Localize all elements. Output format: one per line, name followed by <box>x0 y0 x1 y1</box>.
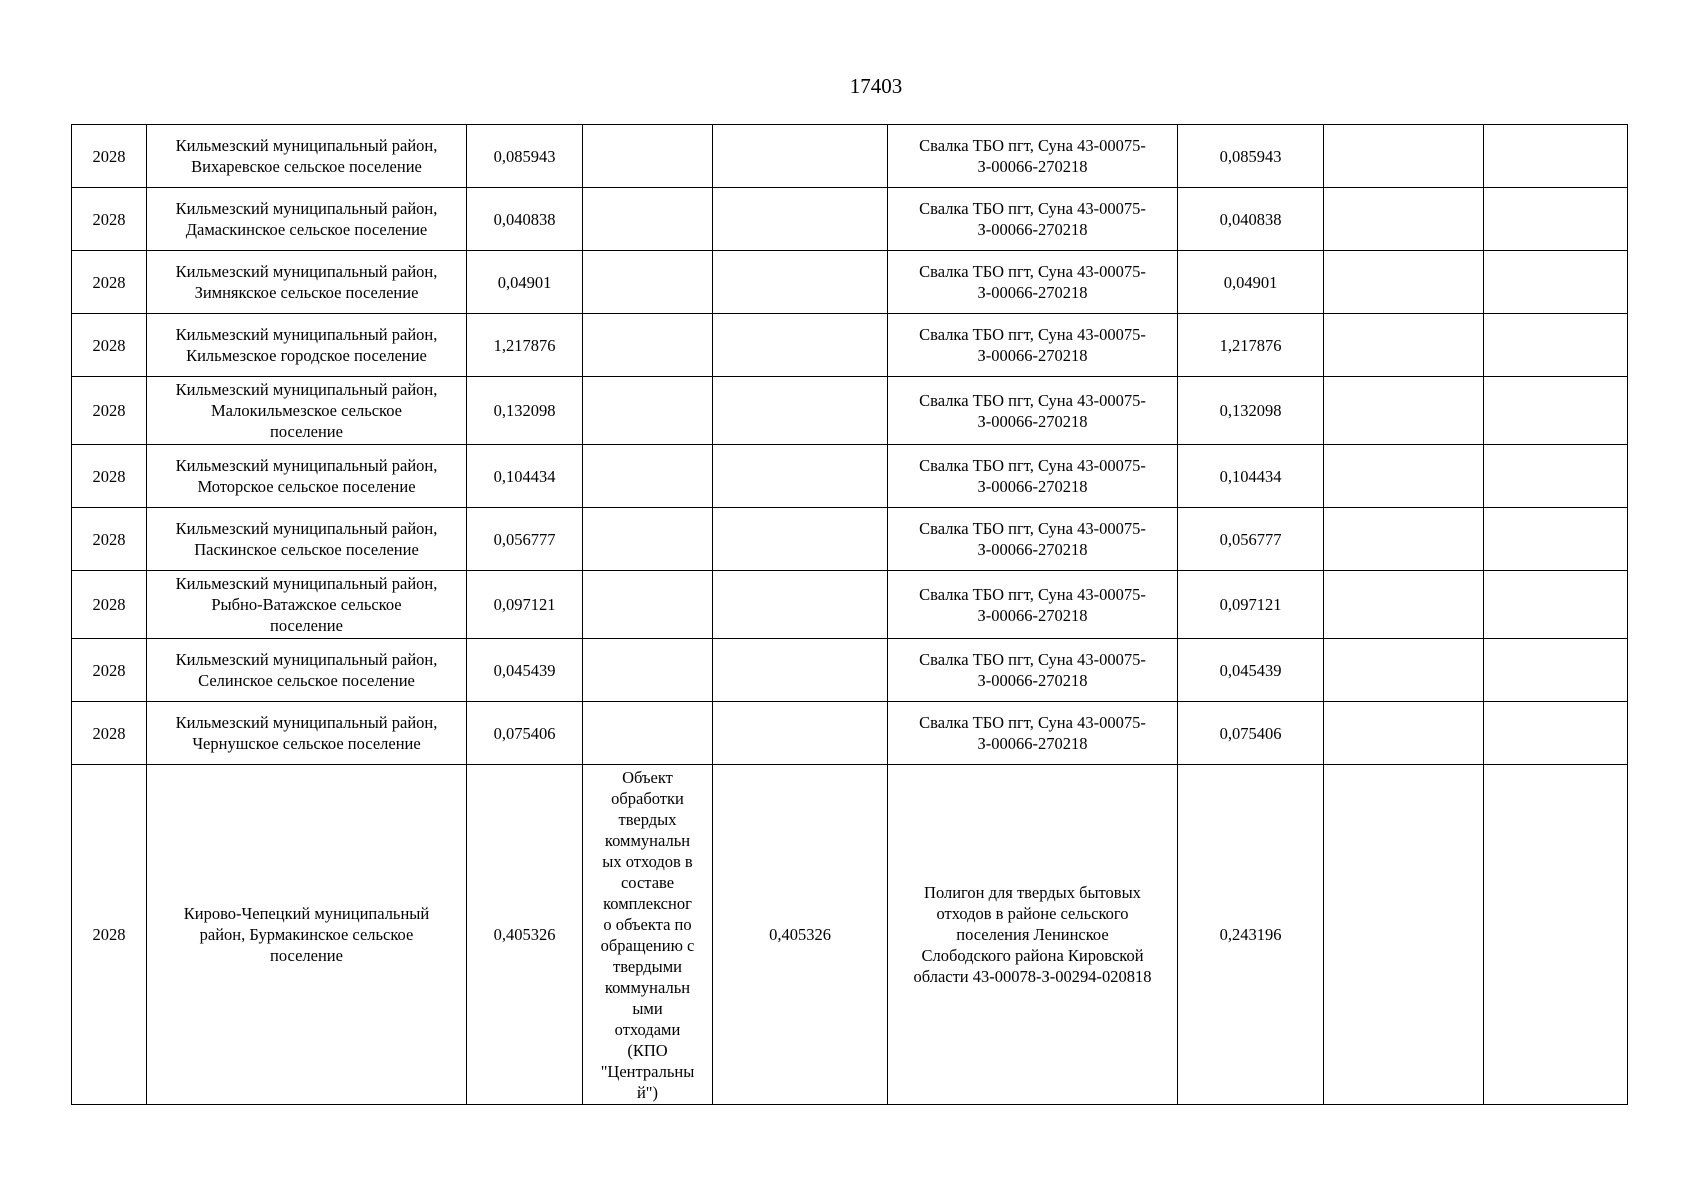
cell-disposal-facility: Свалка ТБО пгт, Суна 43-00075- З-00066-270218 <box>888 377 1178 445</box>
cell-disposal-facility: Свалка ТБО пгт, Суна 43-00075- З-00066-270218 <box>888 639 1178 702</box>
cell-treatment-volume <box>713 508 888 571</box>
cell-empty <box>1324 445 1484 508</box>
cell-year: 2028 <box>72 251 147 314</box>
table-row <box>72 251 1628 314</box>
page-number: 17403 <box>849 74 903 98</box>
cell-year: 2028 <box>72 188 147 251</box>
cell-treatment-facility <box>583 188 713 251</box>
cell-treatment-facility <box>583 377 713 445</box>
cell-volume: 0,104434 <box>467 445 583 508</box>
cell-volume: 0,405326 <box>467 765 583 1105</box>
cell-disposal-facility: Свалка ТБО пгт, Суна 43-00075- З-00066-270218 <box>888 702 1178 765</box>
cell-treatment-volume <box>713 445 888 508</box>
cell-year: 2028 <box>72 445 147 508</box>
cell-empty <box>1484 377 1628 445</box>
cell-treatment-volume: 0,405326 <box>713 765 888 1105</box>
cell-disposal-facility: Свалка ТБО пгт, Суна 43-00075- З-00066-270218 <box>888 508 1178 571</box>
cell-treatment-facility <box>583 571 713 639</box>
cell-empty <box>1484 571 1628 639</box>
cell-treatment-facility <box>583 125 713 188</box>
table-row <box>72 314 1628 377</box>
table-row <box>72 445 1628 508</box>
cell-disposal-volume: 0,243196 <box>1178 765 1324 1105</box>
cell-territory: Кильмезский муниципальный район, Рыбно-Ватажское сельское поселение <box>147 571 467 639</box>
cell-treatment-facility <box>583 445 713 508</box>
cell-territory: Кирово-Чепецкий муниципальный район, Бурмакинское сельское поселение <box>147 765 467 1105</box>
table-row <box>72 571 1628 639</box>
cell-year: 2028 <box>72 702 147 765</box>
table-row <box>72 765 1628 1105</box>
cell-empty <box>1324 508 1484 571</box>
cell-year: 2028 <box>72 765 147 1105</box>
cell-empty <box>1484 508 1628 571</box>
cell-treatment-volume <box>713 188 888 251</box>
cell-territory: Кильмезский муниципальный район, Малокильмезское сельское поселение <box>147 377 467 445</box>
cell-empty <box>1324 571 1484 639</box>
cell-disposal-volume: 0,045439 <box>1178 639 1324 702</box>
cell-treatment-facility <box>583 702 713 765</box>
cell-treatment-facility <box>583 639 713 702</box>
cell-volume: 0,056777 <box>467 508 583 571</box>
cell-treatment-volume <box>713 314 888 377</box>
cell-territory: Кильмезский муниципальный район, Селинское сельское поселение <box>147 639 467 702</box>
cell-volume: 0,075406 <box>467 702 583 765</box>
cell-disposal-facility: Свалка ТБО пгт, Суна 43-00075- З-00066-270218 <box>888 251 1178 314</box>
cell-disposal-volume: 0,104434 <box>1178 445 1324 508</box>
cell-empty <box>1484 639 1628 702</box>
cell-territory: Кильмезский муниципальный район, Дамаскинское сельское поселение <box>147 188 467 251</box>
cell-treatment-facility <box>583 251 713 314</box>
cell-volume: 0,085943 <box>467 125 583 188</box>
cell-year: 2028 <box>72 639 147 702</box>
cell-territory: Кильмезский муниципальный район, Чернушское сельское поселение <box>147 702 467 765</box>
cell-disposal-facility: Полигон для твердых бытовых отходов в районе сельского поселения Ленинское Слободского района Кировской области 43-00078-З-00294-020818 <box>888 765 1178 1105</box>
cell-year: 2028 <box>72 508 147 571</box>
cell-territory: Кильмезский муниципальный район, Зимнякское сельское поселение <box>147 251 467 314</box>
cell-year: 2028 <box>72 314 147 377</box>
cell-empty <box>1484 765 1628 1105</box>
waste-flow-table <box>71 124 1628 1105</box>
cell-volume: 0,045439 <box>467 639 583 702</box>
cell-treatment-facility: Объект обработки твердых коммунальн ых отходов в составе комплексног о объекта по обращению с твердыми коммунальн ыми отходами (КПО "Центральны й") <box>583 765 713 1105</box>
cell-empty <box>1324 765 1484 1105</box>
cell-treatment-volume <box>713 702 888 765</box>
table-row <box>72 508 1628 571</box>
cell-volume: 0,040838 <box>467 188 583 251</box>
cell-treatment-volume <box>713 377 888 445</box>
cell-disposal-volume: 1,217876 <box>1178 314 1324 377</box>
cell-empty <box>1484 314 1628 377</box>
cell-disposal-facility: Свалка ТБО пгт, Суна 43-00075- З-00066-270218 <box>888 571 1178 639</box>
cell-treatment-volume <box>713 571 888 639</box>
cell-disposal-volume: 0,056777 <box>1178 508 1324 571</box>
cell-empty <box>1484 188 1628 251</box>
cell-territory: Кильмезский муниципальный район, Кильмезское городское поселение <box>147 314 467 377</box>
cell-disposal-volume: 0,085943 <box>1178 125 1324 188</box>
cell-disposal-volume: 0,04901 <box>1178 251 1324 314</box>
cell-disposal-facility: Свалка ТБО пгт, Суна 43-00075- З-00066-270218 <box>888 125 1178 188</box>
table-row <box>72 125 1628 188</box>
table-row <box>72 639 1628 702</box>
table-row <box>72 702 1628 765</box>
cell-volume: 1,217876 <box>467 314 583 377</box>
cell-territory: Кильмезский муниципальный район, Моторское сельское поселение <box>147 445 467 508</box>
cell-treatment-facility <box>583 314 713 377</box>
cell-territory: Кильмезский муниципальный район, Вихаревское сельское поселение <box>147 125 467 188</box>
cell-empty <box>1484 445 1628 508</box>
cell-empty <box>1324 377 1484 445</box>
cell-volume: 0,097121 <box>467 571 583 639</box>
cell-empty <box>1484 251 1628 314</box>
table-row <box>72 377 1628 445</box>
cell-empty <box>1484 125 1628 188</box>
cell-treatment-facility <box>583 508 713 571</box>
cell-empty <box>1324 125 1484 188</box>
cell-year: 2028 <box>72 125 147 188</box>
cell-year: 2028 <box>72 377 147 445</box>
cell-disposal-volume: 0,132098 <box>1178 377 1324 445</box>
cell-treatment-volume <box>713 125 888 188</box>
table-row <box>72 188 1628 251</box>
cell-empty <box>1324 188 1484 251</box>
cell-disposal-volume: 0,075406 <box>1178 702 1324 765</box>
cell-empty <box>1324 702 1484 765</box>
cell-empty <box>1324 314 1484 377</box>
cell-disposal-volume: 0,097121 <box>1178 571 1324 639</box>
cell-treatment-volume <box>713 251 888 314</box>
cell-disposal-facility: Свалка ТБО пгт, Суна 43-00075- З-00066-270218 <box>888 314 1178 377</box>
cell-empty <box>1484 702 1628 765</box>
cell-territory: Кильмезский муниципальный район, Паскинское сельское поселение <box>147 508 467 571</box>
cell-disposal-facility: Свалка ТБО пгт, Суна 43-00075- З-00066-270218 <box>888 445 1178 508</box>
cell-empty <box>1324 251 1484 314</box>
cell-volume: 0,04901 <box>467 251 583 314</box>
cell-disposal-facility: Свалка ТБО пгт, Суна 43-00075- З-00066-270218 <box>888 188 1178 251</box>
cell-disposal-volume: 0,040838 <box>1178 188 1324 251</box>
cell-volume: 0,132098 <box>467 377 583 445</box>
cell-treatment-volume <box>713 639 888 702</box>
cell-year: 2028 <box>72 571 147 639</box>
cell-empty <box>1324 639 1484 702</box>
